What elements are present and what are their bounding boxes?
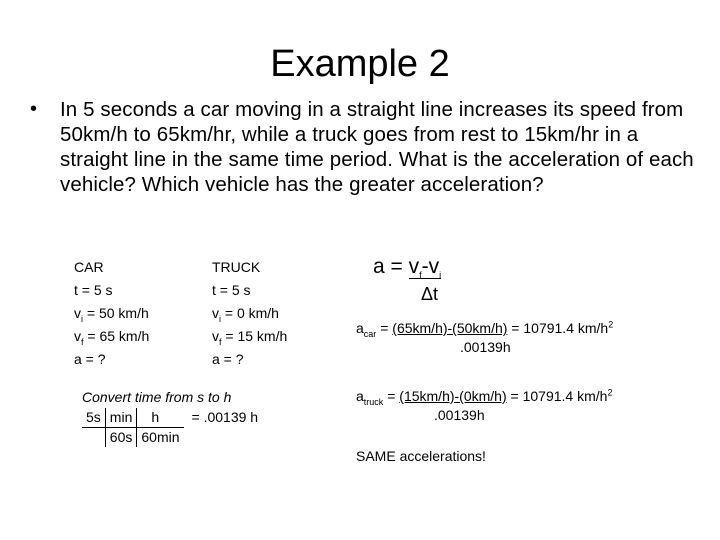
cell-min: min bbox=[105, 408, 137, 428]
truck-calculation bbox=[356, 386, 612, 424]
problem-text: In 5 seconds a car moving in a straight line increases its speed from 50km/h to 65km/hr, while a truck goes from rest to 15km/hr in a straight line in the same time period. What is the acceleration of each vehicle? Which vehicle has the greater acceleration? bbox=[60, 98, 694, 196]
car-vf: $v_f = 65$ km/h bbox=[74, 328, 150, 347]
conversion-result: = .00139 h bbox=[191, 409, 259, 426]
cell-h: h bbox=[137, 408, 184, 428]
cell-60s: 60s bbox=[105, 428, 137, 448]
conversion-table bbox=[82, 408, 262, 447]
truck-calc-numerator: $a_{truck} = (15km/h)-(0km/h) = 10791.4$ $km/h^2$ bbox=[356, 387, 613, 407]
car-time: t = 5 s bbox=[74, 282, 113, 298]
truck-time: t = 5 s bbox=[212, 282, 251, 298]
truck-vi: $v_i = 0$ km/h bbox=[212, 305, 279, 324]
car-givens bbox=[74, 256, 149, 371]
truck-accel: a = ? bbox=[212, 351, 244, 367]
slide-title: Example 2 bbox=[270, 43, 450, 85]
cell-60min: 60min bbox=[141, 429, 180, 445]
truck-calc-denominator: .00139h bbox=[434, 407, 485, 423]
bullet-dot-icon: • bbox=[30, 98, 38, 120]
car-calculation bbox=[356, 318, 613, 356]
time-conversion bbox=[82, 386, 259, 445]
truck-heading: TRUCK bbox=[212, 259, 261, 275]
acceleration-formula bbox=[373, 254, 442, 304]
car-accel: a = ? bbox=[74, 351, 106, 367]
car-heading: CAR bbox=[74, 259, 104, 275]
conclusion-text: SAME accelerations! bbox=[356, 448, 486, 464]
car-calc-numerator: $a_{car} = (65km/h)-(50km/h) = 10791.4$ $km/h^2$ bbox=[356, 319, 614, 339]
conversion-title: Convert time from s to h bbox=[82, 389, 232, 405]
truck-givens bbox=[212, 256, 287, 371]
truck-vf: $v_f = 15$ km/h bbox=[212, 328, 288, 347]
cell-empty bbox=[82, 428, 105, 448]
formula-denominator: Δt bbox=[421, 284, 439, 304]
cell-5s: 5s bbox=[82, 408, 105, 428]
car-vi: $v_i = 50$ km/h bbox=[74, 305, 149, 324]
car-calc-denominator: .00139h bbox=[460, 339, 511, 355]
formula-numerator: $a = v_f-v_i$ bbox=[373, 255, 442, 281]
